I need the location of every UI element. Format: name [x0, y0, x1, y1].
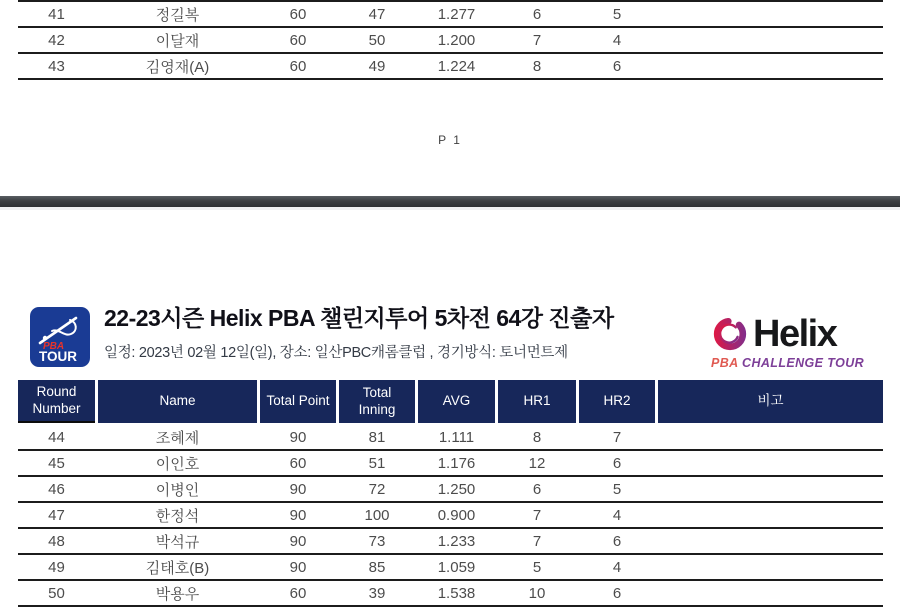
table-cell: 6	[532, 5, 542, 23]
table-cell: 4	[612, 558, 622, 576]
table-cell: 90	[289, 506, 307, 524]
table-cell: 1.224	[437, 57, 476, 75]
table-cell: 박용우	[155, 585, 200, 603]
table-row	[18, 451, 883, 477]
helix-wordmark: Helix	[753, 313, 837, 355]
table-cell: 72	[368, 480, 386, 498]
table-cell: 5	[612, 5, 622, 23]
table-cell: 정길복	[155, 6, 200, 24]
table-cell: 45	[48, 454, 65, 472]
table-cell: 4	[612, 506, 622, 524]
table-row	[18, 0, 883, 28]
table-cell: 6	[612, 454, 622, 472]
table-cell: 73	[368, 532, 386, 550]
svg-text:PBA: PBA	[43, 341, 65, 352]
page-2	[0, 210, 900, 604]
helix-tagline	[711, 356, 865, 370]
table-cell: 50	[48, 584, 65, 602]
table-cell: 이병인	[155, 481, 200, 499]
table-cell: 10	[528, 584, 546, 602]
table-cell: 1.250	[437, 480, 476, 498]
table-cell: 1.277	[437, 5, 476, 23]
table-cell: 49	[48, 558, 65, 576]
table-row	[18, 503, 883, 529]
table-cell: 12	[528, 454, 546, 472]
table-cell: 1.233	[437, 532, 476, 550]
table-cell: 이인호	[155, 455, 200, 473]
table-cell: 42	[48, 31, 65, 49]
table-cell: 6	[612, 532, 622, 550]
table-row	[18, 477, 883, 503]
table-cell: 44	[48, 428, 65, 446]
column-header-avg: AVG	[418, 380, 495, 423]
table-row	[18, 529, 883, 555]
table-cell: 60	[289, 57, 307, 75]
table-cell: 조혜제	[155, 429, 200, 447]
table-cell: 51	[368, 454, 386, 472]
table-row	[18, 425, 883, 451]
table-cell: 8	[532, 428, 542, 446]
document-title: 22-23시즌 Helix PBA 챌린지투어 5차전 64강 진출자	[104, 305, 614, 331]
table-cell: 5	[532, 558, 542, 576]
table-row	[18, 581, 883, 607]
table-cell: 90	[289, 428, 307, 446]
document-subtitle: 일정: 2023년 02월 12일(일), 장소: 일산PBC캐롬클럽 , 경기방식: 토너먼트제	[104, 344, 568, 361]
page-number: P 1	[438, 133, 462, 147]
table-cell: 7	[532, 506, 542, 524]
table-cell: 1.059	[437, 558, 476, 576]
table-cell: 김태호(B)	[145, 559, 210, 577]
table-cell: 90	[289, 480, 307, 498]
table-cell: 박석규	[155, 533, 200, 551]
table-cell: 1.200	[437, 31, 476, 49]
table-row	[18, 54, 883, 80]
table-cell: 43	[48, 57, 65, 75]
table-cell: 100	[364, 506, 390, 524]
results-table-page2	[18, 380, 883, 607]
column-header-total-point: Total Point	[260, 380, 336, 423]
table-cell: 41	[48, 5, 65, 23]
table-cell: 85	[368, 558, 386, 576]
table-cell: 60	[289, 5, 307, 23]
pba-tour-logo-icon	[30, 307, 90, 367]
svg-text:TOUR: TOUR	[39, 349, 78, 364]
table-cell: 81	[368, 428, 386, 446]
table-cell: 46	[48, 480, 65, 498]
helix-tagline-pba: PBA	[711, 356, 739, 370]
column-header-hr1: HR1	[498, 380, 576, 423]
table-cell: 한정석	[155, 507, 200, 525]
helix-logo	[711, 313, 865, 370]
table-body	[18, 425, 883, 607]
helix-tagline-challenge-tour: CHALLENGE TOUR	[742, 356, 865, 370]
table-cell: 6	[532, 480, 542, 498]
page-break-separator	[0, 196, 900, 210]
table-header-row	[18, 380, 883, 423]
table-cell: 90	[289, 558, 307, 576]
table-cell: 6	[612, 584, 622, 602]
table-cell: 8	[532, 57, 542, 75]
table-cell: 50	[368, 31, 386, 49]
table-cell: 90	[289, 532, 307, 550]
table-cell: 47	[48, 506, 65, 524]
page-1	[0, 0, 900, 196]
table-row	[18, 555, 883, 581]
table-cell: 48	[48, 532, 65, 550]
table-cell: 5	[612, 480, 622, 498]
column-header-name: Name	[98, 380, 257, 423]
table-cell: 60	[289, 31, 307, 49]
table-cell: 49	[368, 57, 386, 75]
table-row	[18, 28, 883, 54]
table-cell: 39	[368, 584, 386, 602]
column-header-total-inning: Total Inning	[339, 380, 415, 423]
table-cell: 60	[289, 454, 307, 472]
table-cell: 김영재(A)	[145, 58, 210, 76]
document-header	[104, 304, 704, 362]
results-table-page1	[18, 0, 883, 80]
table-cell: 1.111	[438, 428, 475, 446]
table-cell: 이달재	[155, 32, 200, 50]
column-header-bigo: 비고	[658, 380, 883, 423]
table-cell: 7	[612, 428, 622, 446]
helix-swirl-icon	[711, 315, 749, 353]
pba-tour-logo-graphic	[30, 307, 90, 367]
column-header-round-number: Round Number	[18, 380, 95, 423]
helix-logo-top	[711, 315, 859, 353]
table-cell: 1.538	[437, 584, 476, 602]
table-cell: 1.176	[437, 454, 476, 472]
table-cell: 47	[368, 5, 386, 23]
table-cell: 4	[612, 31, 622, 49]
column-header-hr2: HR2	[579, 380, 655, 423]
table-cell: 0.900	[437, 506, 476, 524]
table-cell: 60	[289, 584, 307, 602]
table-cell: 7	[532, 31, 542, 49]
table-cell: 7	[532, 532, 542, 550]
table-cell: 6	[612, 57, 622, 75]
